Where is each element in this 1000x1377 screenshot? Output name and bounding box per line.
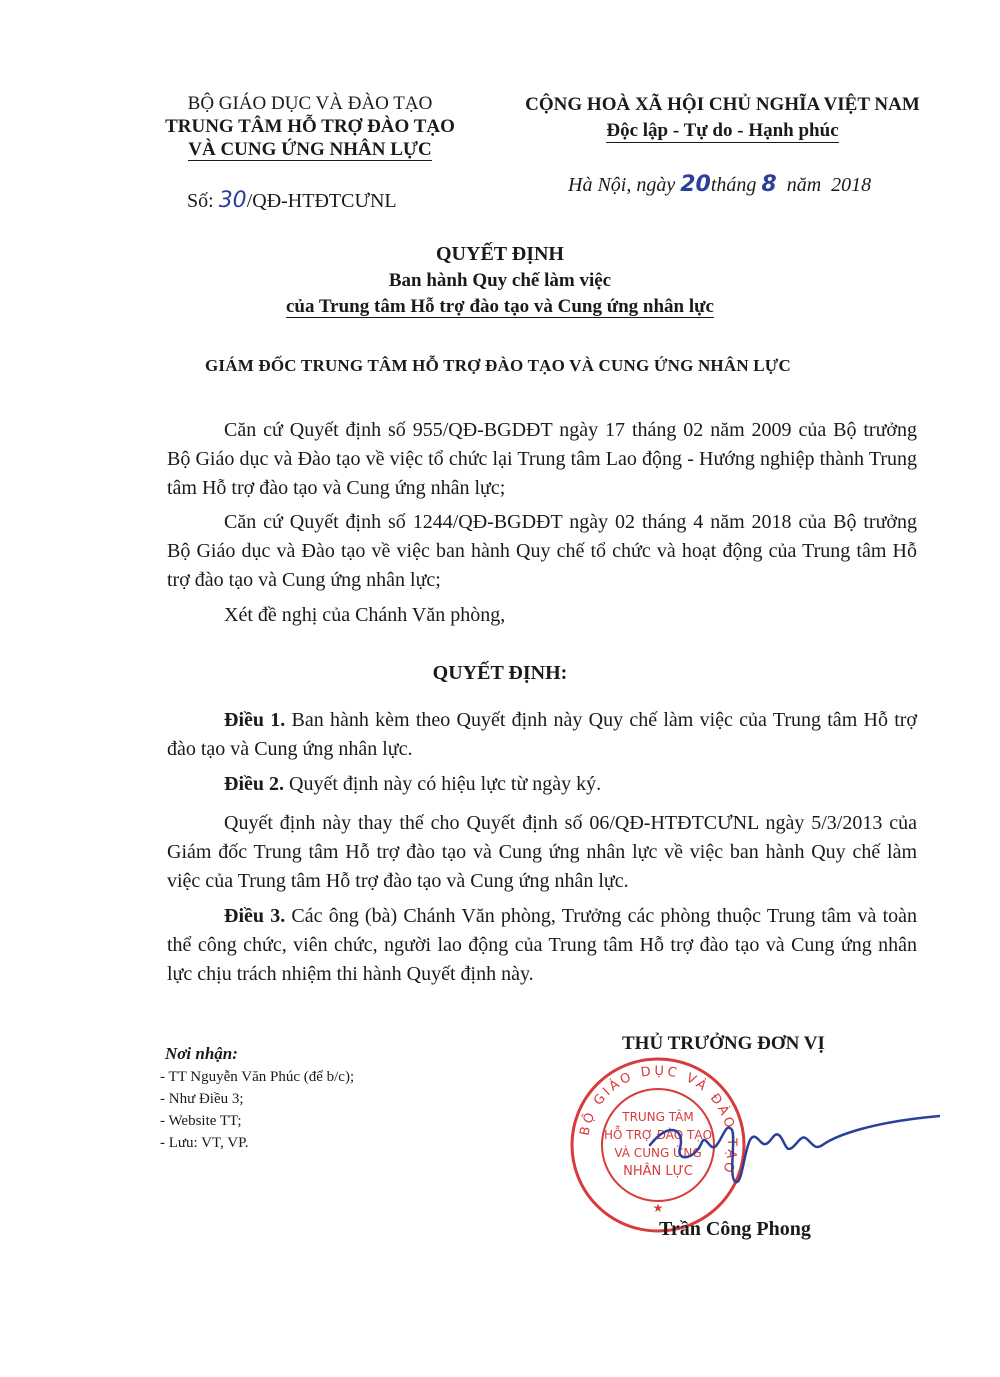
- header-right: [470, 92, 975, 144]
- center-name-line2: VÀ CUNG ỨNG NHÂN LỰC: [188, 139, 432, 160]
- stamp-ring-text: BỘ GIÁO DỤC VÀ ĐÀO TẠO: [577, 1063, 740, 1178]
- country-name: CỘNG HOÀ XÃ HỘI CHỦ NGHĨA VIỆT NAM: [525, 94, 920, 115]
- handwritten-signature: [640, 1100, 940, 1190]
- recipient-item: - Như Điều 3;: [160, 1091, 244, 1107]
- recipients-list: [160, 1066, 354, 1154]
- recipient-item: - Lưu: VT, VP.: [160, 1135, 249, 1151]
- recipients-heading: Nơi nhận:: [165, 1044, 238, 1063]
- document-number-handwritten: 30: [218, 188, 247, 213]
- article-3: Điều 3. Các ông (bà) Chánh Văn phòng, Trưởng các phòng thuộc Trung tâm và toàn thể công chức, viên chức, người lao động của Trung tâm Hỗ trợ đào tạo và Cung ứng nhân lực chịu trách nhiệm thi hành Quyết định này.: [167, 905, 918, 985]
- document-date: Hà Nội, ngày 20tháng 8 năm 2018: [568, 172, 872, 197]
- date-month-handwritten: 8: [761, 172, 777, 197]
- decision-heading: QUYẾT ĐỊNH:: [432, 662, 568, 684]
- recipient-item: - TT Nguyễn Văn Phúc (để b/c);: [160, 1069, 355, 1085]
- stamp-center-line: TRUNG TÂM: [622, 1110, 694, 1124]
- document-number: Số: 30/QĐ-HTĐTCƯNL: [187, 188, 397, 213]
- preamble-paragraph-3: Xét đề nghị của Chánh Văn phòng,: [224, 604, 506, 626]
- article-2: Điều 2. Quyết định này có hiệu lực từ ngày ký.: [224, 773, 602, 795]
- motto: Độc lập - Tự do - Hạnh phúc: [606, 120, 839, 141]
- document-subtitle-2: của Trung tâm Hỗ trợ đào tạo và Cung ứng nhân lực: [286, 296, 714, 317]
- article-2-paragraph: Quyết định này thay thế cho Quyết định số 06/QĐ-HTĐTCƯNL ngày 5/3/2013 của Giám đốc Trung tâm Hỗ trợ đào tạo và Cung ứng nhân lực về việc ban hành Quy chế làm việc của Trung tâm Hỗ trợ đào tạo và Cung ứng nhân lực.: [167, 812, 917, 892]
- preamble-paragraph-2: Căn cứ Quyết định số 1244/QĐ-BGDĐT ngày 02 tháng 4 năm 2018 của Bộ trưởng Bộ Giáo dục và Đào tạo về việc ban hành Quy chế tổ chức và hoạt động của Trung tâm Hỗ trợ đào tạo và Cung ứng nhân lực;: [167, 511, 917, 591]
- stamp-star-icon: ★: [652, 1201, 664, 1215]
- document-title: QUYẾT ĐỊNH: [436, 243, 564, 265]
- ministry-name: BỘ GIÁO DỤC VÀ ĐÀO TẠO: [187, 93, 433, 114]
- preamble-paragraph-1: Căn cứ Quyết định số 955/QĐ-BGDĐT ngày 17 tháng 02 năm 2009 của Bộ trưởng Bộ Giáo dục và Đào tạo về việc tổ chức lại Trung tâm Lao động - Hướng nghiệp thành Trung tâm Hỗ trợ đào tạo và Cung ứng nhân lực;: [167, 419, 917, 499]
- signer-name: Trần Công Phong: [659, 1218, 811, 1240]
- stamp-center-line: HỖ TRỢ ĐÀO TẠO: [603, 1128, 713, 1142]
- director-heading: GIÁM ĐỐC TRUNG TÂM HỖ TRỢ ĐÀO TẠO VÀ CUNG ỨNG NHÂN LỰC: [205, 356, 791, 375]
- header-left: [150, 92, 470, 161]
- document-subtitle: Ban hành Quy chế làm việc: [388, 270, 612, 291]
- stamp-center-line: NHÂN LỰC: [623, 1164, 693, 1179]
- date-day-handwritten: 20: [680, 172, 711, 197]
- recipient-item: - Website TT;: [160, 1113, 242, 1129]
- article-1: Điều 1. Ban hành kèm theo Quyết định này Quy chế làm việc của Trung tâm Hỗ trợ đào tạo và Cung ứng nhân lực.: [167, 709, 918, 760]
- signer-title: THỦ TRƯỞNG ĐƠN VỊ: [622, 1033, 825, 1054]
- stamp-center-line: VÀ CUNG ỨNG: [614, 1146, 702, 1160]
- center-name-line1: TRUNG TÂM HỖ TRỢ ĐÀO TẠO: [165, 116, 455, 137]
